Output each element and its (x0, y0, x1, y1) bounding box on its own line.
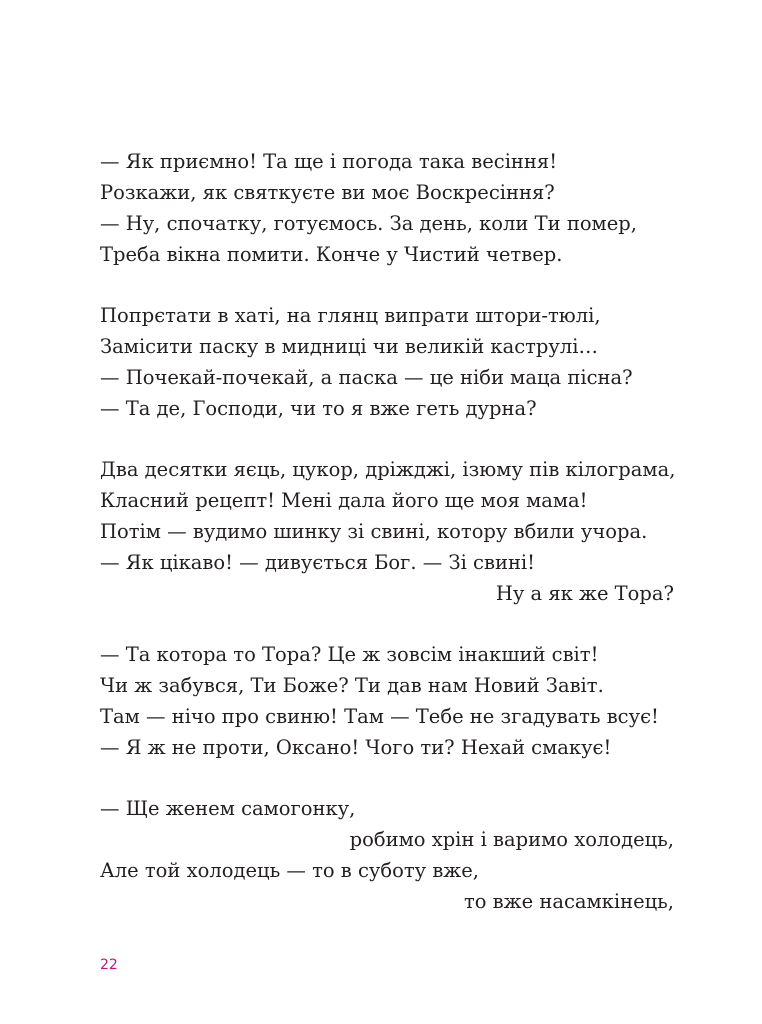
stanza-1 (100, 146, 680, 270)
poem-line: Два десятки яєць, цукор, дріжджі, ізюму пів кілограма, (100, 458, 676, 481)
poem-line: Розкажи, як святкуєте ви моє Воскресіння? (100, 181, 555, 204)
stanza-4 (100, 639, 680, 763)
stanza-3 (100, 454, 680, 609)
poem-line: Треба вікна помити. Конче у Чистий четвер. (100, 243, 563, 266)
poem-line: Але той холодець — то в суботу вже, (100, 859, 479, 882)
poem-line: Чи ж забувся, Ти Боже? Ти дав нам Новий Завіт. (100, 674, 604, 697)
poem-line: — Та котора то Тора? Це ж зовсім інакший світ! (100, 643, 599, 666)
poem-line: — Почекай-почекай, а паска — це ніби маца пісна? (100, 366, 633, 389)
poem-line: — Ну, спочатку, готуємось. За день, коли Ти помер, (100, 212, 637, 235)
poem-line: Попрєтати в хаті, на глянц випрати штори-тюлі, (100, 304, 601, 327)
stanza-2 (100, 300, 680, 424)
poem-line: — Я ж не проти, Оксано! Чого ти? Нехай смакує! (100, 736, 612, 759)
poem-line: Там — нічо про свиню! Там — Тебе не згадувать всує! (100, 705, 659, 728)
poem-line: — Як цікаво! — дивується Бог. — Зі свині! (100, 551, 536, 574)
page-number: 22 (100, 957, 118, 973)
poem-line: Замісити паску в мидниці чи великій каструлі… (100, 335, 599, 358)
poem-line: Класний рецепт! Мені дала його ще моя мама! (100, 489, 588, 512)
poem-line-right-aligned: то вже насамкінець, (463, 890, 674, 913)
poem-line-right-aligned: Ну а як же Тора? (495, 582, 674, 605)
poem-line: Потім — вудимо шинку зі свині, котору вбили учора. (100, 520, 648, 543)
poem-body (100, 146, 680, 947)
poem-line-right-aligned: робимо хрін і варимо холодець, (349, 828, 674, 851)
poem-line: — Як приємно! Та ще і погода така весіння! (100, 150, 558, 173)
poem-line: — Ще женем самогонку, (100, 797, 356, 820)
stanza-5 (100, 793, 680, 917)
poem-line: — Та де, Господи, чи то я вже геть дурна? (100, 397, 537, 420)
